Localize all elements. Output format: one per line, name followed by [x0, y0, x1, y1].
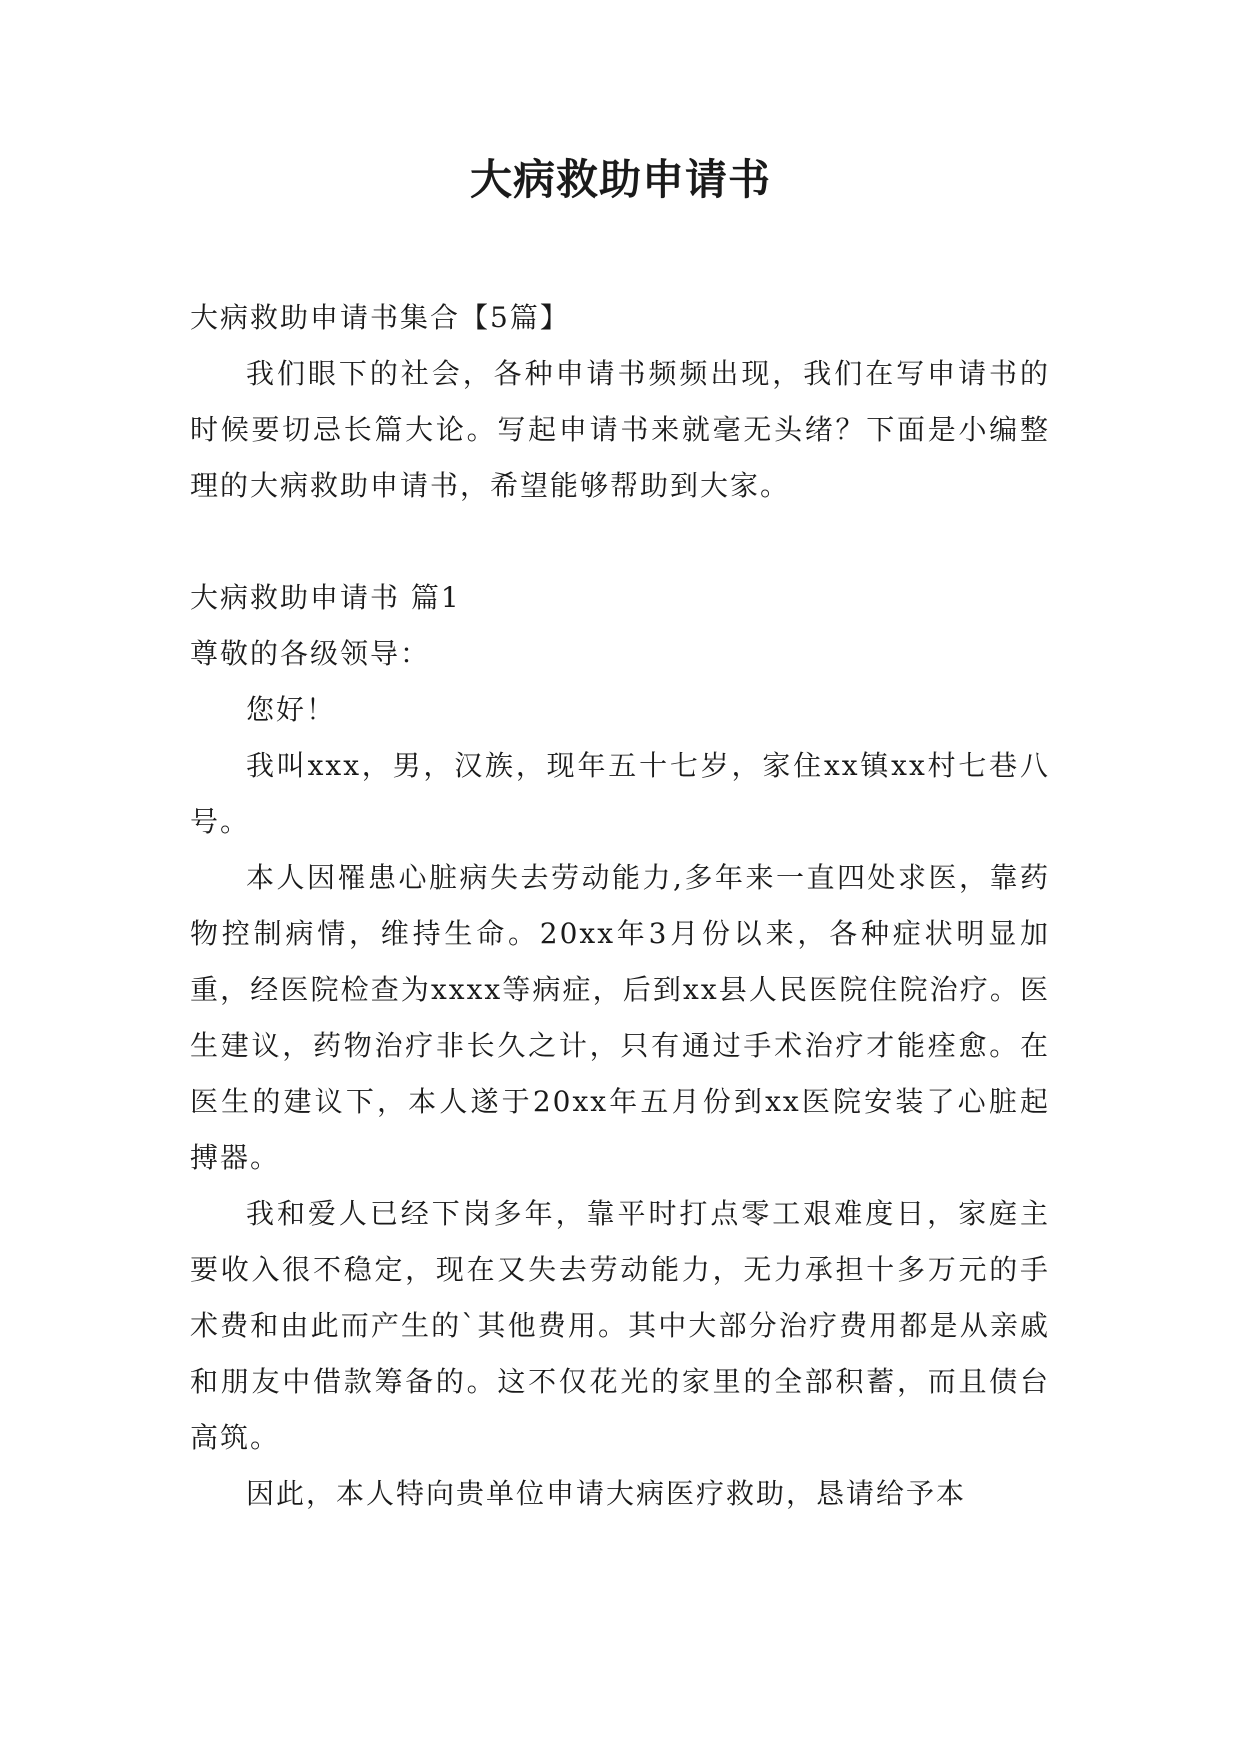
- section-heading: 大病救助申请书 篇1: [190, 581, 461, 614]
- greeting: 您好！: [246, 693, 337, 726]
- section-spacer: [190, 514, 1050, 570]
- collection-heading: 大病救助申请书集合【5篇】: [190, 301, 570, 334]
- salutation: 尊敬的各级领导：: [190, 637, 431, 670]
- body-paragraph: 因此，本人特向贵单位申请大病医疗救助，恳请给予本: [246, 1477, 967, 1510]
- document-body: [190, 290, 1050, 1522]
- body-paragraph: 我叫xxx，男，汉族，现年五十七岁，家住xx镇xx村七巷八号。: [190, 749, 1050, 838]
- body-paragraph: 本人因罹患心脏病失去劳动能力,多年来一直四处求医，靠药物控制病情，维持生命。20xx年3月份以来，各种症状明显加重，经医院检查为xxxx等病症，后到xx县人民医院住院治疗。医生建议，药物治疗非长久之计，只有通过手术治疗才能痊愈。在医生的建议下，本人遂于20xx年五月份到xx医院安装了心脏起搏器。: [190, 861, 1050, 1174]
- body-paragraph: 我和爱人已经下岗多年，靠平时打点零工艰难度日，家庭主要收入很不稳定，现在又失去劳动能力，无力承担十多万元的手术费和由此而产生的`其他费用。其中大部分治疗费用都是从亲戚和朋友中借款筹备的。这不仅花光的家里的全部积蓄，而且债台高筑。: [190, 1197, 1050, 1454]
- document-title: 大病救助申请书: [469, 155, 771, 204]
- intro-paragraph: 我们眼下的社会，各种申请书频频出现，我们在写申请书的时候要切忌长篇大论。写起申请书来就毫无头绪？下面是小编整理的大病救助申请书，希望能够帮助到大家。: [190, 357, 1050, 502]
